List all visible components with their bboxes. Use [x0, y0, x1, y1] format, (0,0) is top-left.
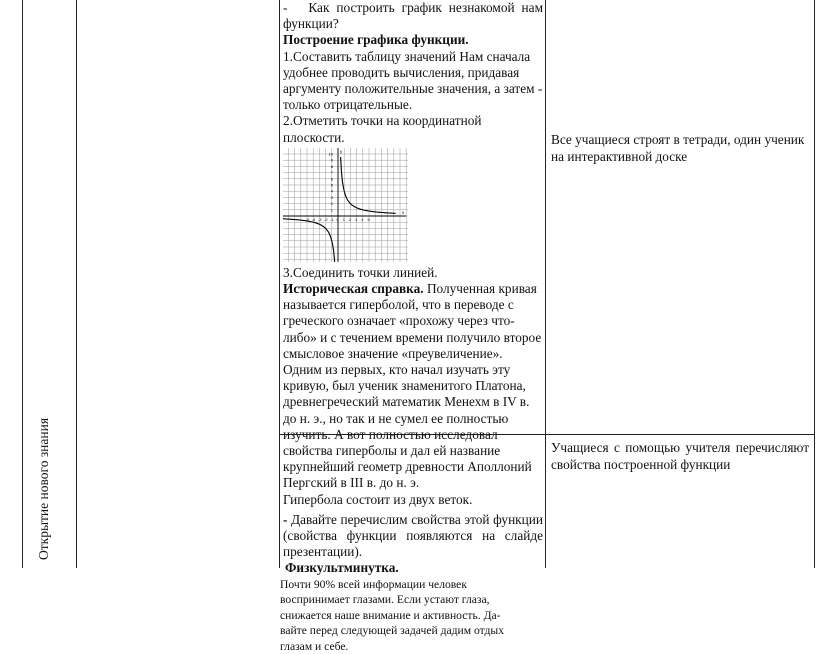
- step-1: 1.Составить таблицу значений Нам сначала удобнее проводить вычисления, придавая аргументу положительные значения, а затем - только отрицательные.: [283, 48, 543, 113]
- branches-note: Гипербола состоит из двух веток.: [283, 491, 473, 507]
- x-tick-label: -2: [324, 216, 328, 222]
- x-tick-label: -1: [330, 216, 334, 222]
- intro-question: [283, 0, 543, 32]
- plot-heading: Построение графика функции.: [283, 32, 469, 48]
- hyperbola-branch-left: [283, 216, 335, 262]
- x-tick-label: 4: [361, 216, 364, 222]
- x-tick-label: 0: [336, 216, 339, 222]
- properties-dash: -: [283, 511, 288, 527]
- history-note: [283, 281, 543, 492]
- y-axis-label: y: [340, 148, 343, 154]
- activity-cell: [280, 0, 543, 654]
- properties-prompt: [283, 512, 543, 561]
- table-border-right: [814, 0, 815, 568]
- properties-text: Давайте перечислим свойства этой функции (свойства функции появляются на слайде презентации).: [283, 511, 543, 560]
- history-text: Полученная кривая называется гиперболой, что в переводе с греческого означает «прохожу через что-либо» и с течением времени получило второе смысловое значение «преувеличение». Одним из первых, кто начал изучать эту кривую, был ученик знаменитого Платона, древнегреческий математик Менехм в IV в. до н. э., но так и не сумел ее полностью изучить. А вот полностью исследовал свойства гиперболы и дал ей название крупнейший геометр древности Аполлоний Пергский в III в. до н. э.: [283, 281, 542, 491]
- x-tick-label: -4: [311, 216, 316, 222]
- table-column-divider: [76, 0, 77, 568]
- students-note-properties: Учащиеся с помощью учителя перечисляют свойства построенной функции: [551, 440, 809, 472]
- stage-label: Открытие нового знания: [36, 417, 51, 560]
- y-tick-label: 10: [328, 151, 333, 157]
- intro-text: Как построить график незнакомой нам функции?: [283, 0, 543, 32]
- step-3: 3.Соединить точки линией.: [283, 264, 438, 280]
- break-text: Почти 90% всей информации человек воспринимает глазами. Если устают глаза, снижается наше внимание и активность. Да-вайте перед следующей задачей дадим отдых глазам и себе.: [280, 577, 504, 653]
- x-tick-label: 3: [355, 216, 358, 222]
- y-tick-label: 8: [330, 163, 333, 169]
- y-tick-label: 2: [330, 200, 333, 206]
- x-tick-label: 2: [348, 216, 352, 222]
- history-heading: Историческая справка.: [283, 281, 424, 297]
- y-tick-label: 3: [330, 194, 333, 200]
- y-tick-label: 6: [330, 176, 333, 182]
- x-tick-label: 5: [367, 216, 370, 222]
- table-border-left: [22, 0, 23, 568]
- x-axis-label: x: [402, 209, 405, 215]
- y-tick-label: 4: [330, 188, 333, 194]
- x-tick-label: 1: [342, 216, 345, 222]
- table-column-divider: [279, 0, 280, 568]
- x-tick-label: -3: [317, 216, 322, 222]
- students-note-construct: Все учащиеся строят в тетради, один ученик на интерактивной доске: [551, 132, 805, 164]
- x-tick-label: -5: [305, 216, 310, 222]
- step-2: 2.Отметить точки на координатной плоскости.: [283, 113, 482, 145]
- y-tick-label: 5: [330, 182, 333, 188]
- break-heading: Физкультминутка.: [285, 560, 399, 576]
- table-column-divider: [545, 0, 546, 568]
- hyperbola-graph: [283, 148, 408, 262]
- y-tick-label: 9: [330, 157, 333, 163]
- intro-dash: -: [283, 0, 288, 15]
- y-tick-label: 1: [330, 207, 333, 213]
- y-tick-label: 7: [330, 169, 333, 175]
